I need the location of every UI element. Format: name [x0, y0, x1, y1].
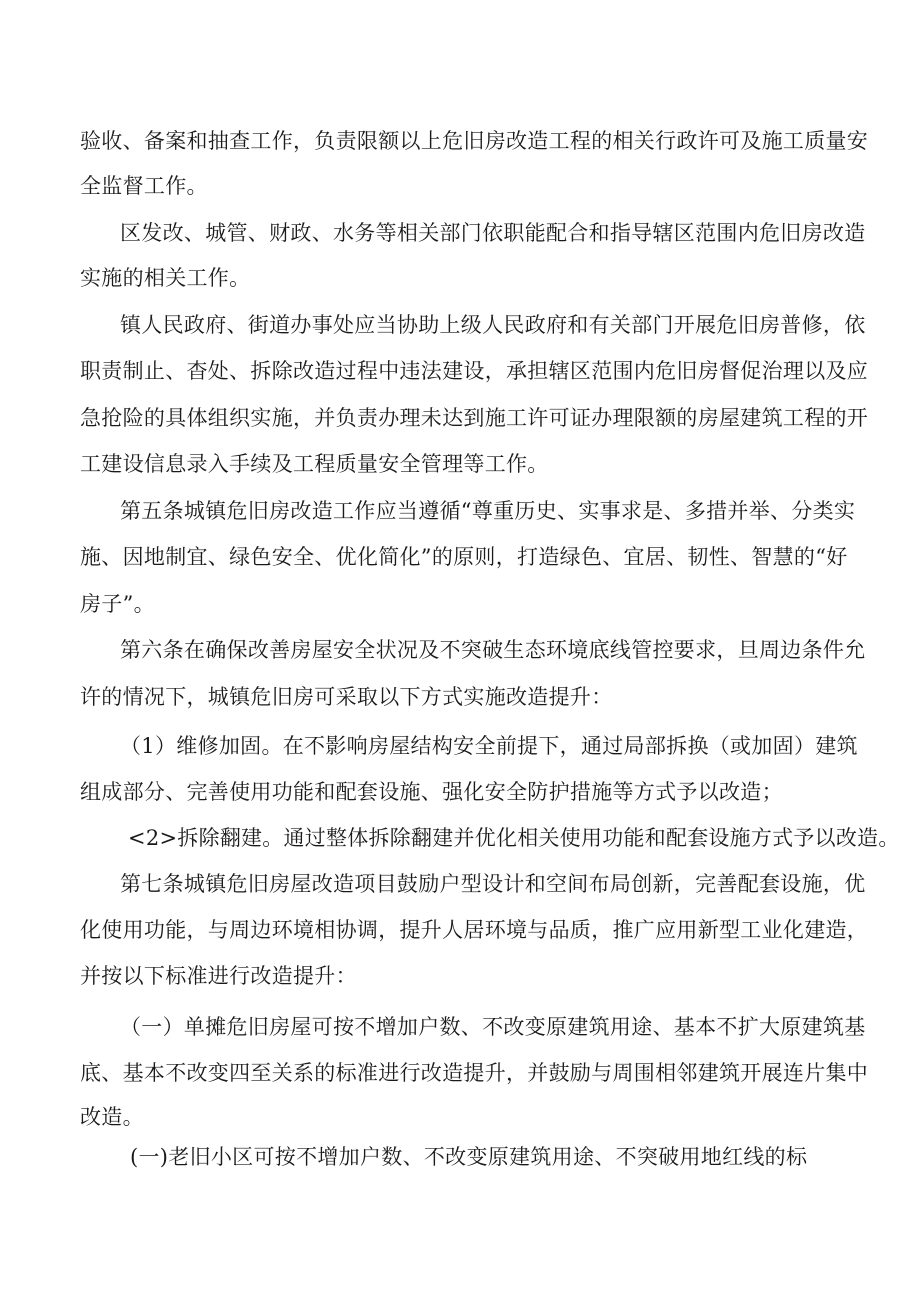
paragraph-line: <2>拆除翻建。通过整体拆除翻建并优化相关使用功能和配套设施方式予以改造。	[128, 826, 900, 850]
paragraph-line: 第七条城镇危旧房屋改造项目鼓励户型设计和空间布局创新，完善配套设施，优	[120, 872, 866, 896]
paragraph-line: 第五条城镇危旧房改造工作应当遵循“尊重历史、实事求是、多措并举、分类实	[120, 499, 856, 523]
paragraph-line: 区发改、城管、财政、水务等相关部门依职能配合和指导辖区范围内危旧房改造	[120, 221, 866, 245]
paragraph-line: 急抢险的具体组织实施，并负责办理未达到施工许可证办理限额的房屋建筑工程的开	[80, 406, 869, 430]
paragraph-line: 组成部分、完善使用功能和配套设施、强化安全防护措施等方式予以改造；	[80, 780, 783, 804]
paragraph-line: 工建设信息录入手续及工程质量安全管理等工作。	[80, 452, 549, 476]
paragraph-line: 验收、备案和抽查工作，负责限额以上危旧房改造工程的相关行政许可及施工质量安	[80, 129, 869, 153]
paragraph-line: （1）维修加固。在不影响房屋结构安全前提下，通过局部拆换（或加固）建筑	[120, 734, 858, 758]
paragraph-line: 许的情况下，城镇危旧房可采取以下方式实施改造提升：	[80, 685, 613, 709]
paragraph-line: 全监督工作。	[80, 174, 208, 198]
paragraph-line: （一）单摊危旧房屋可按不增加户数、不改变原建筑用途、基本不扩大原建筑基	[120, 1015, 866, 1039]
paragraph-line: 底、基本不改变四至关系的标准进行改造提升，并鼓励与周围相邻建筑开展连片集中	[80, 1061, 869, 1085]
paragraph-line: 第六条在确保改善房屋安全状况及不突破生态环境底线管控要求，旦周边条件允	[120, 638, 866, 662]
paragraph-line: 镇人民政府、街道办事处应当协助上级人民政府和有关部门开展危旧房普修，依	[120, 313, 866, 337]
paragraph-line: 房子”。	[80, 592, 155, 616]
paragraph-line: 职责制止、杳处、拆除改造过程中违法建设，承担辖区范围内危旧房督促治理以及应	[80, 359, 869, 383]
paragraph-line: 施、因地制宜、绿色安全、优化简化”的原则，打造绿色、宜居、韧性、智慧的“好	[80, 545, 848, 569]
paragraph-line: 改造。	[80, 1105, 144, 1129]
paragraph-line: 化使用功能，与周边环境相协调，提升人居环境与品质，推广应用新型工业化建造，	[80, 918, 869, 942]
paragraph-line: (一)老旧小区可按不增加户数、不改变原建筑用途、不突破用地红线的标	[130, 1145, 808, 1169]
paragraph-line: 实施的相关工作。	[80, 266, 251, 290]
paragraph-line: 并按以下标准进行改造提升：	[80, 964, 357, 988]
